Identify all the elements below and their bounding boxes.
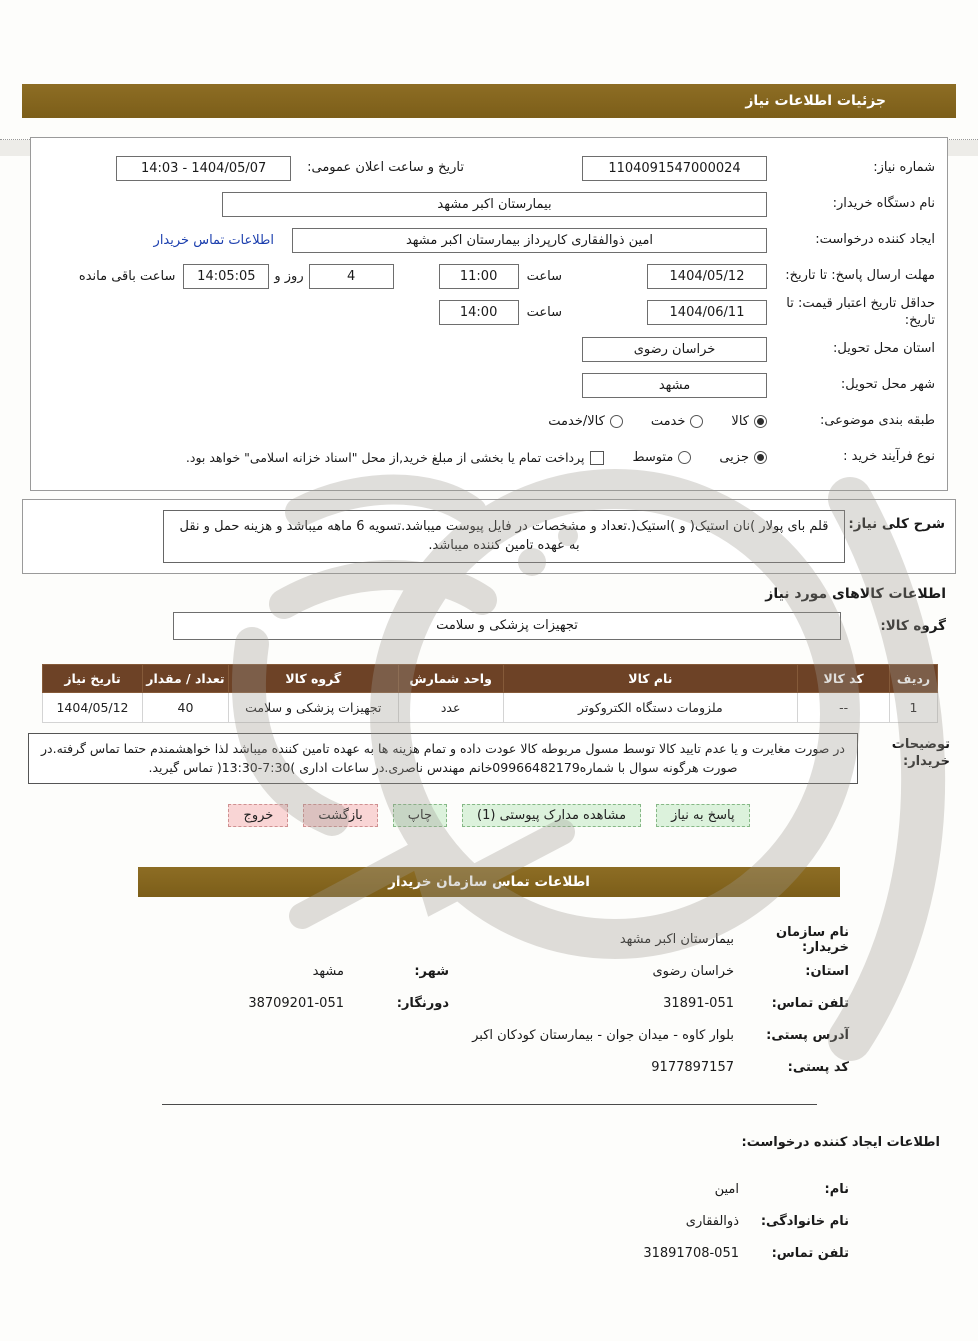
remaining-time-label: ساعت باقی مانده: [78, 268, 176, 284]
contact-row-phone-fax: [129, 988, 849, 1020]
contact-address-value: بلوار کاوه - میدان جوان - بیمارستان کودکان اکبر: [472, 1028, 734, 1044]
form-row-creator: [43, 224, 935, 256]
reply-deadline-label: مهلت ارسال پاسخ: تا تاریخ:: [785, 267, 935, 283]
reply-deadline-date: 1404/05/12: [669, 268, 745, 284]
need-details-page: [0, 84, 978, 1341]
contact-phone-value: [449, 996, 734, 1011]
price-validity-hour-label: ساعت: [526, 305, 562, 321]
category-option-goods-service: [548, 414, 623, 429]
form-row-category: [43, 406, 935, 438]
back-button[interactable]: بازگشت: [303, 804, 377, 827]
org-name-value: بیمارستان اکبر مشهد: [619, 932, 734, 948]
announce-datetime-field: [116, 156, 291, 181]
postal-code-label: کد پستی:: [787, 1060, 849, 1076]
category-goods-service-label: کالا/خدمت: [548, 414, 605, 430]
col-header-need-date: تاریخ نیاز: [43, 664, 143, 692]
buyer-contact-link[interactable]: اطلاعات تماس خریدار: [153, 232, 274, 248]
goods-group-row: [32, 612, 946, 640]
reply-deadline-date-field: [647, 264, 767, 289]
remaining-time-value: 14:05:05: [197, 268, 256, 284]
category-option-service: [651, 414, 704, 429]
need-number-value: 1104091547000024: [608, 160, 741, 176]
goods-table-header-row: [43, 664, 938, 692]
view-attachments-button[interactable]: مشاهده مدارک پیوستی (1): [462, 804, 641, 827]
province-label: استان محل تحویل:: [833, 341, 935, 357]
contact-phone-number: 31891-051: [663, 996, 734, 1012]
goods-section-title: اطلاعات کالاهای مورد نیاز: [765, 585, 946, 602]
contact-fax-value: [129, 996, 344, 1011]
creator-phone-number: 31891708-051: [643, 1246, 739, 1262]
category-goods-service-radio[interactable]: [610, 415, 623, 428]
contact-phone-label: تلفن تماس:: [771, 996, 849, 1012]
cell-need-date: 1404/05/12: [43, 692, 143, 722]
form-row-need-number: [43, 152, 935, 184]
process-minor-label: جزیی: [719, 450, 749, 466]
remaining-days-value: 4: [346, 268, 356, 284]
form-row-province: [43, 334, 935, 366]
category-service-radio[interactable]: [690, 415, 703, 428]
announce-datetime-value: 14:03 - 1404/05/07: [140, 160, 267, 176]
buyer-notes-label: توضیحات خریدار:: [891, 736, 950, 770]
treasury-note: پرداخت تمام یا بخشی از مبلغ خرید,از محل "اسناد خزانه اسلامی" خواهد بود.: [185, 450, 585, 466]
creator-row-phone: [129, 1238, 849, 1270]
postal-code-value: [129, 1060, 734, 1075]
creator-row-last-name: [129, 1206, 849, 1238]
need-description-panel: [22, 499, 956, 574]
col-header-group: گروه کالا: [228, 664, 398, 692]
creator-info-section: [129, 1174, 849, 1270]
last-name-label: نام خانوادگی:: [760, 1214, 849, 1230]
creator-section-title: اطلاعات ایجاد کننده درخواست:: [741, 1134, 940, 1150]
last-name-value: ذوالفقاری: [685, 1214, 739, 1230]
buyer-org-field: بیمارستان اکبر مشهد: [222, 192, 767, 217]
contact-fax-label: دورنگار:: [396, 996, 449, 1012]
process-medium-radio[interactable]: [678, 451, 691, 464]
price-validity-label: حداقل تاریخ اعتبار قیمت: تا تاریخ:: [786, 296, 935, 328]
form-row-city: [43, 370, 935, 402]
first-name-value: امین: [714, 1182, 739, 1198]
creator-phone-value: [129, 1246, 739, 1261]
creator-row-first-name: [129, 1174, 849, 1206]
category-goods-label: کالا: [731, 414, 749, 430]
contact-address-label: آدرس پستی:: [766, 1028, 849, 1044]
cell-row-number: 1: [890, 692, 938, 722]
org-contact-section: [129, 924, 849, 1084]
action-buttons: [0, 804, 978, 827]
creator-label: ایجاد کننده درخواست:: [815, 231, 935, 247]
province-field: خراسان رضوی: [582, 337, 767, 362]
category-goods-radio[interactable]: [754, 415, 767, 428]
reply-deadline-hour-label: ساعت: [526, 268, 562, 284]
goods-group-field: تجهیزات پزشکی و سلامت: [173, 612, 841, 640]
city-label: شهر محل تحویل:: [840, 377, 935, 393]
creator-field: امین ذوالفقاری کارپرداز بیمارستان اکبر مشهد: [292, 228, 767, 253]
print-button[interactable]: چاپ: [393, 804, 447, 827]
creator-phone-label: تلفن تماس:: [771, 1246, 849, 1262]
org-contact-title-bar: اطلاعات تماس سازمان خریدار: [138, 867, 840, 897]
announce-datetime-label: تاریخ و ساعت اعلان عمومی:: [307, 159, 464, 175]
form-row-process-type: [43, 442, 935, 474]
treasury-checkbox[interactable]: [590, 451, 604, 465]
col-header-item-code: کد کالا: [798, 664, 890, 692]
price-validity-date-field: [647, 300, 767, 325]
form-row-reply-deadline: [43, 260, 935, 292]
reply-deadline-time: 11:00: [459, 268, 498, 284]
cell-item-code: --: [798, 692, 890, 722]
contact-fax-number: 38709201-051: [248, 996, 344, 1012]
goods-group-label: گروه کالا:: [880, 617, 946, 634]
col-header-quantity: تعداد / مقدار: [143, 664, 229, 692]
cell-item-name: ملزومات دستگاه الکتروکوتر: [503, 692, 798, 722]
need-description-label: شرح کلی نیاز:: [848, 515, 945, 532]
goods-table: [42, 664, 938, 723]
cell-unit: عدد: [398, 692, 503, 722]
need-number-label: شماره نیاز:: [873, 159, 935, 175]
buyer-notes-row: [28, 733, 950, 784]
remaining-time-box: [183, 264, 269, 289]
contact-city-label: شهر:: [414, 964, 449, 980]
need-number-field: [582, 156, 767, 181]
price-validity-time: 14:00: [459, 305, 498, 321]
contact-row-province-city: [129, 956, 849, 988]
col-header-row-number: ردیف: [890, 664, 938, 692]
table-row: [43, 692, 938, 722]
col-header-unit: واحد شمارش: [398, 664, 503, 692]
price-validity-date: 1404/06/11: [669, 305, 745, 321]
contact-row-org: [129, 924, 849, 956]
reply-to-need-button[interactable]: پاسخ به نیاز: [656, 804, 750, 827]
buyer-org-label: نام دستگاه خریدار:: [832, 195, 935, 211]
form-row-buyer-org: [43, 188, 935, 220]
remaining-days-label: روز و: [274, 268, 304, 284]
contact-row-postal-code: [129, 1052, 849, 1084]
category-option-goods: [731, 414, 767, 429]
category-label: طبقه بندی موضوعی:: [819, 413, 935, 429]
process-medium-label: متوسط: [632, 450, 674, 466]
buyer-notes-box: در صورت مغایرت و یا عدم تایید کالا توسط مسول مربوطه کالا عودت داده و تمام هزینه ها به عهده تامین کننده میباشد لذا خواهشمندم حتما تماس گرفته.در صورت هرگونه سوال با شماره09966482179خانم مهندس ناصری.در ساعات اداری )7:30-13:30( تماس گیرید.: [28, 733, 858, 784]
need-details-panel: [30, 137, 948, 491]
contact-province-value: خراسان رضوی: [652, 964, 734, 980]
first-name-label: نام:: [824, 1182, 849, 1198]
cell-quantity: 40: [143, 692, 229, 722]
form-row-price-validity: [43, 296, 935, 330]
postal-code-number: 9177897157: [651, 1060, 734, 1076]
process-type-label: نوع فرآیند خرید :: [843, 449, 935, 465]
col-header-item-name: نام کالا: [503, 664, 798, 692]
city-field: مشهد: [582, 373, 767, 398]
cell-group: تجهیزات پزشکی و سلامت: [228, 692, 398, 722]
reply-deadline-time-field: [439, 264, 519, 289]
process-option-medium: [632, 450, 691, 465]
contact-city-value: مشهد: [312, 964, 344, 980]
process-option-minor: [719, 450, 767, 465]
remaining-days-box: [309, 264, 394, 289]
process-minor-radio[interactable]: [754, 451, 767, 464]
contact-province-label: استان:: [805, 964, 849, 980]
contact-row-address: [129, 1020, 849, 1052]
price-validity-time-field: [439, 300, 519, 325]
exit-button[interactable]: خروج: [228, 804, 288, 827]
page-title-bar: جزئیات اطلاعات نیاز: [22, 84, 956, 118]
section-divider: [162, 1104, 817, 1105]
org-name-label: نام سازمان خریدار:: [776, 924, 849, 955]
need-description-box: قلم بای پولار )نان استیک( و )استیک(.تعداد و مشخصات در فایل پیوست میباشد.تسویه 6 ماهه میباشد و هزینه حمل و نقل به عهده تامین کننده میباشد.: [163, 510, 845, 563]
category-service-label: خدمت: [650, 414, 686, 430]
